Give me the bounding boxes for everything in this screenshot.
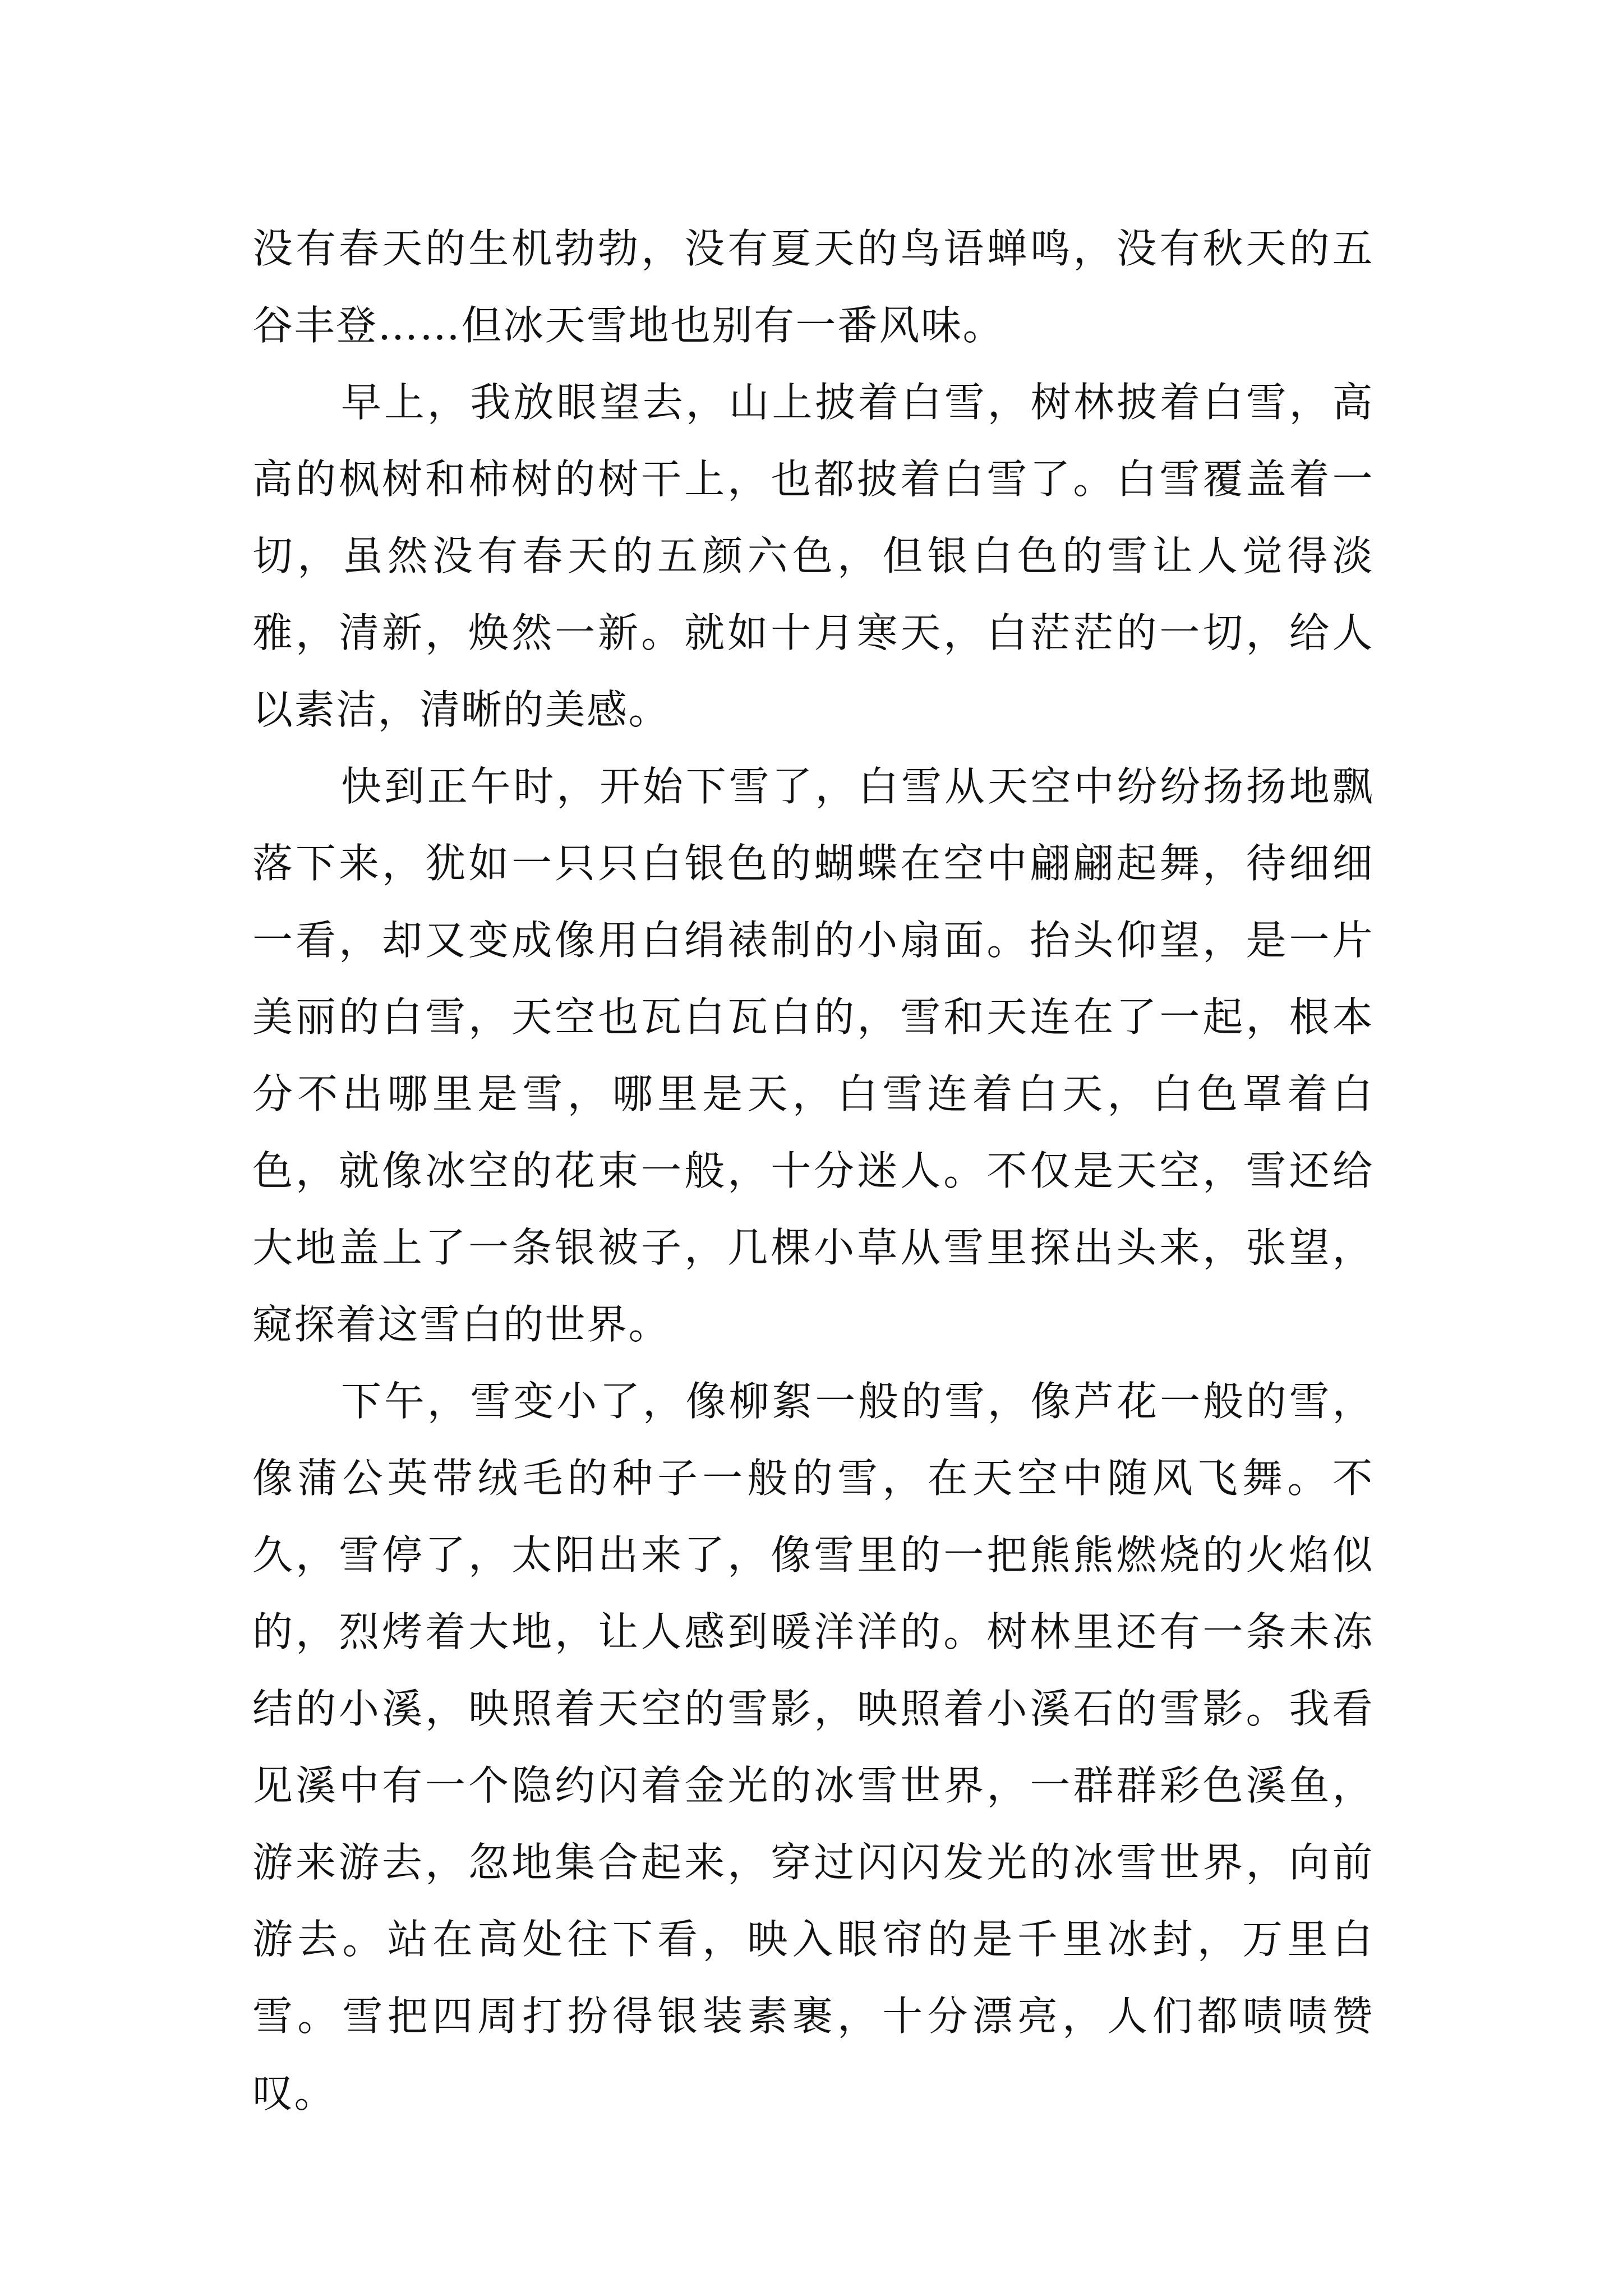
paragraph-2: 早上，我放眼望去，山上披着白雪，树林披着白雪，高高的枫树和柿树的树干上，也都披着白雪了。白雪覆盖着一切，虽然没有春天的五颜六色，但银白色的雪让人觉得淡雅，清新，焕然一新。就如十月寒天，白茫茫的一切，给人以素洁，清晰的美感。 xyxy=(252,379,1374,733)
paragraph-4: 下午，雪变小了，像柳絮一般的雪，像芦花一般的雪，像蒲公英带绒毛的种子一般的雪，在天空中随风飞舞。不久，雪停了，太阳出来了，像雪里的一把熊熊燃烧的火焰似的，烈烤着大地，让人感到暖洋洋的。树林里还有一条未冻结的小溪，映照着天空的雪影，映照着小溪石的雪影。我看见溪中有一个隐约闪着金光的冰雪世界，一群群彩色溪鱼，游来游去，忽地集合起来，穿过闪闪发光的冰雪世界，向前游去。站在高处往下看，映入眼帘的是千里冰封，万里白雪。雪把四周打扮得银装素裹，十分漂亮，人们都啧啧赞叹。 xyxy=(252,1378,1374,2116)
paragraph-1: 没有春天的生机勃勃，没有夏天的鸟语蝉鸣，没有秋天的五谷丰登……但冰天雪地也别有一番风味。 xyxy=(252,225,1374,349)
body-text xyxy=(252,210,1374,2132)
paragraph-3: 快到正午时，开始下雪了，白雪从天空中纷纷扬扬地飘落下来，犹如一只只白银色的蝴蝶在空中翩翩起舞，待细细一看，却又变成像用白绢裱制的小扇面。抬头仰望，是一片美丽的白雪，天空也瓦白瓦白的，雪和天连在了一起，根本分不出哪里是雪，哪里是天，白雪连着白天，白色罩着白色，就像冰空的花束一般，十分迷人。不仅是天空，雪还给大地盖上了一条银被子，几棵小草从雪里探出头来，张望，窥探着这雪白的世界。 xyxy=(252,763,1374,1348)
